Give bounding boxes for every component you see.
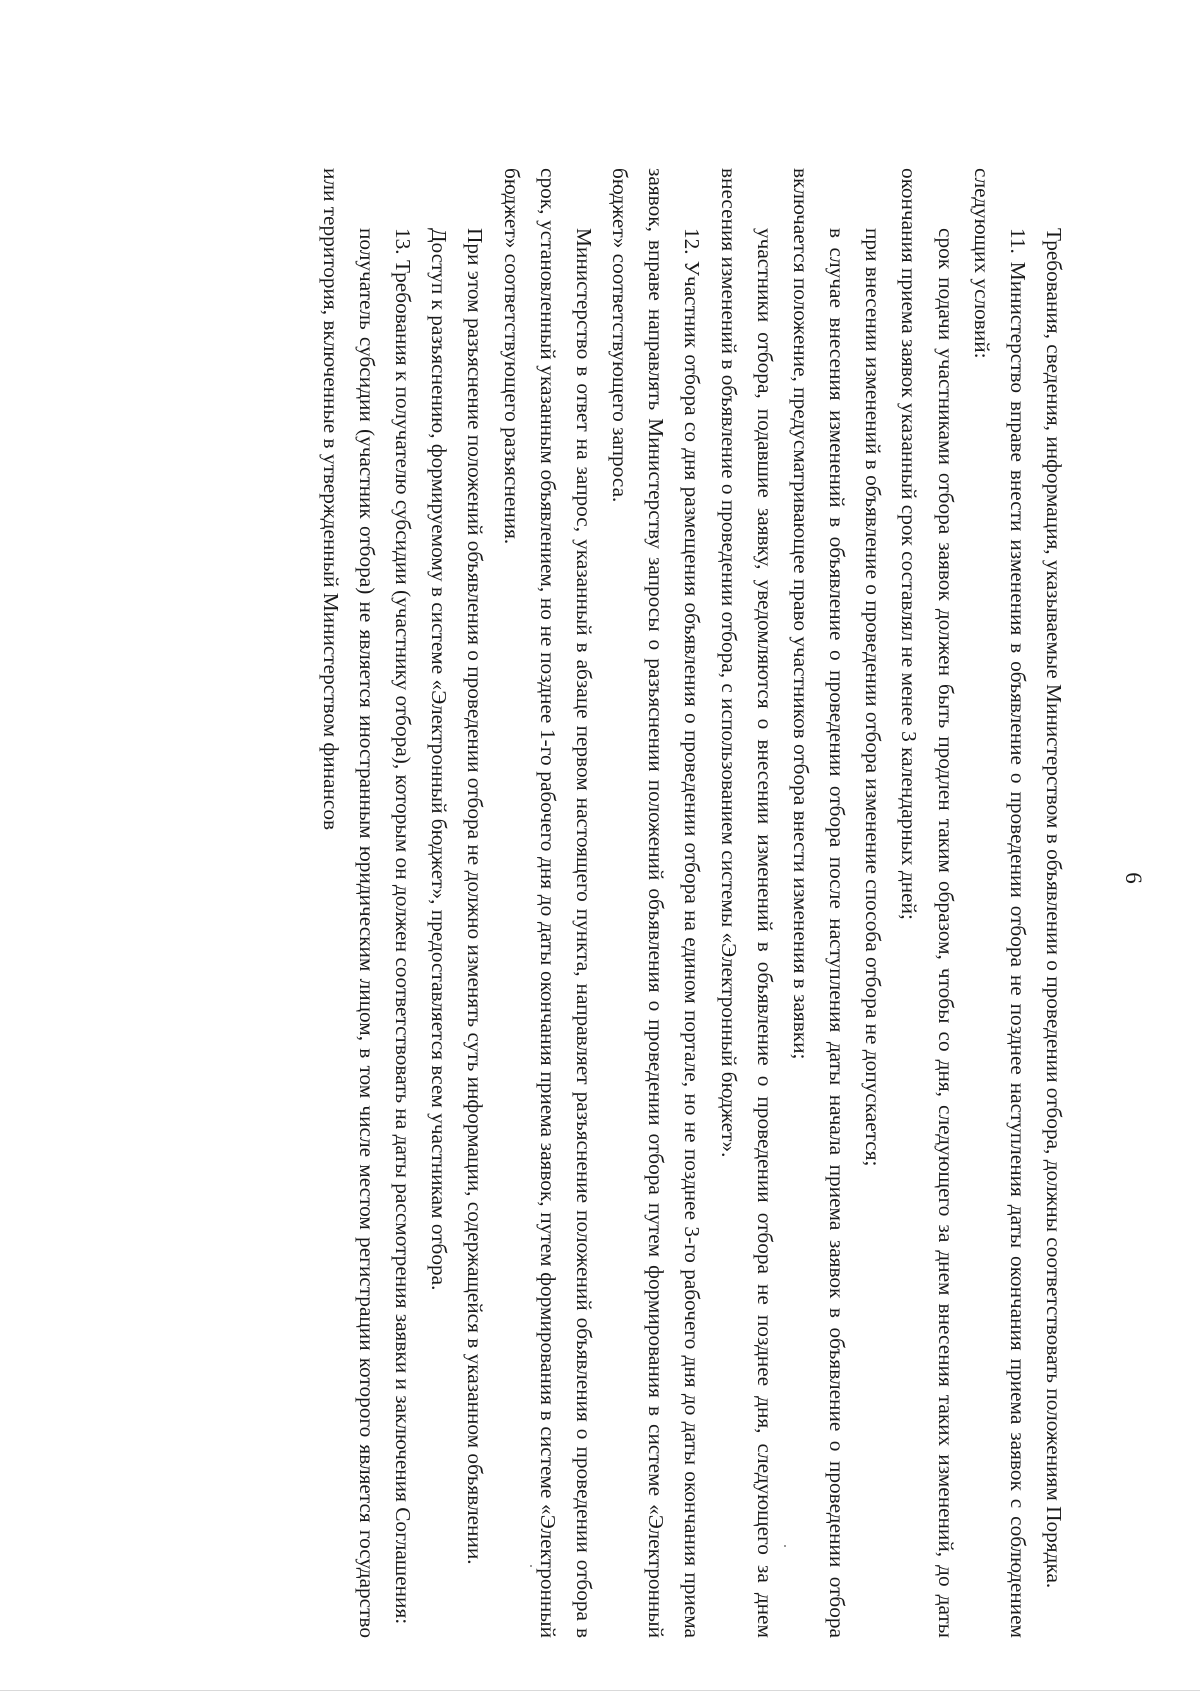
- paragraph: в случае внесения изменений в объявление о проведении отбора после наступления даты начала приема заявок в объявление о проведении отбора включается положение, предусматривающее право участников отбора внести изменения в заявки;: [788, 168, 850, 1638]
- paragraph: 12. Участник отбора со дня размещения объявления о проведении отбора на едином портале, но не позднее 3-го рабочего дня до даты окончания приема заявок, вправе направлять Министерству запросы о разъяснении положений объявления о проведении отбора путем формирования в системе «Электронный бюджет» соответствующего запроса.: [608, 168, 705, 1638]
- scan-edge-line: [0, 1690, 1200, 1691]
- paragraph: при внесении изменений в объявление о проведении отбора изменение способа отбора не допускается;: [861, 228, 886, 1167]
- paragraph: 11. Министерство вправе внести изменения в объявление о проведении отбора не позднее наступления даты окончания приема заявок с соблюдением следующих условий:: [969, 168, 1030, 1638]
- paragraph: 13. Требования к получателю субсидии (участнику отбора), которым он должен соответствовать на даты рассмотрения заявки и заключения Соглашения:: [391, 228, 416, 1625]
- paragraph: срок подачи участниками отбора заявок должен быть продлен таким образом, чтобы со дня, следующего за днем внесения таких изменений, до даты окончания приема заявок указанный срок составлял не менее 3 календарных дней;: [897, 168, 958, 1638]
- scan-artifact-dot: [784, 1545, 786, 1547]
- body-text: [313, 168, 1072, 1638]
- paragraph: Доступ к разъяснению, формируемому в системе «Электронный бюджет», предоставляется всем участникам отбора.: [427, 228, 452, 1291]
- paragraph: При этом разъяснение положений объявления о проведении отбора не должно изменять суть информации, содержащейся в указанном объявлении.: [463, 228, 488, 1565]
- rotated-text-block: [167, 108, 1147, 1648]
- scan-artifact-dot: [530, 1565, 532, 1567]
- paragraph: Требования, сведения, информация, указываемые Министерством в объявлении о проведении отбора, должны соответствовать положениям Порядка.: [1042, 228, 1066, 1589]
- paragraph: участники отбора, подавшие заявку, уведомляются о внесении изменений в объявление о проведении отбора не позднее дня, следующего за днем внесения изменений в объявление о проведении отбора, с использованием системы «Электронный бюджет».: [716, 168, 777, 1638]
- page-number: 6: [1121, 872, 1146, 884]
- paragraph: получатель субсидии (участник отбора) не является иностранным юридическим лицом, в том числе местом регистрации которого является государство или территория, включенные в утвержденный Министерством финансов: [318, 168, 380, 1638]
- paragraph: Министерство в ответ на запрос, указанный в абзаце первом настоящего пункта, направляет разъяснение положений объявления о проведении отбора в срок, установленный указанным объявлением, но не позднее 1-го рабочего дня до даты окончания приема заявок, путем формирования в системе «Электронный бюджет» соответствующего разъяснения.: [499, 168, 596, 1638]
